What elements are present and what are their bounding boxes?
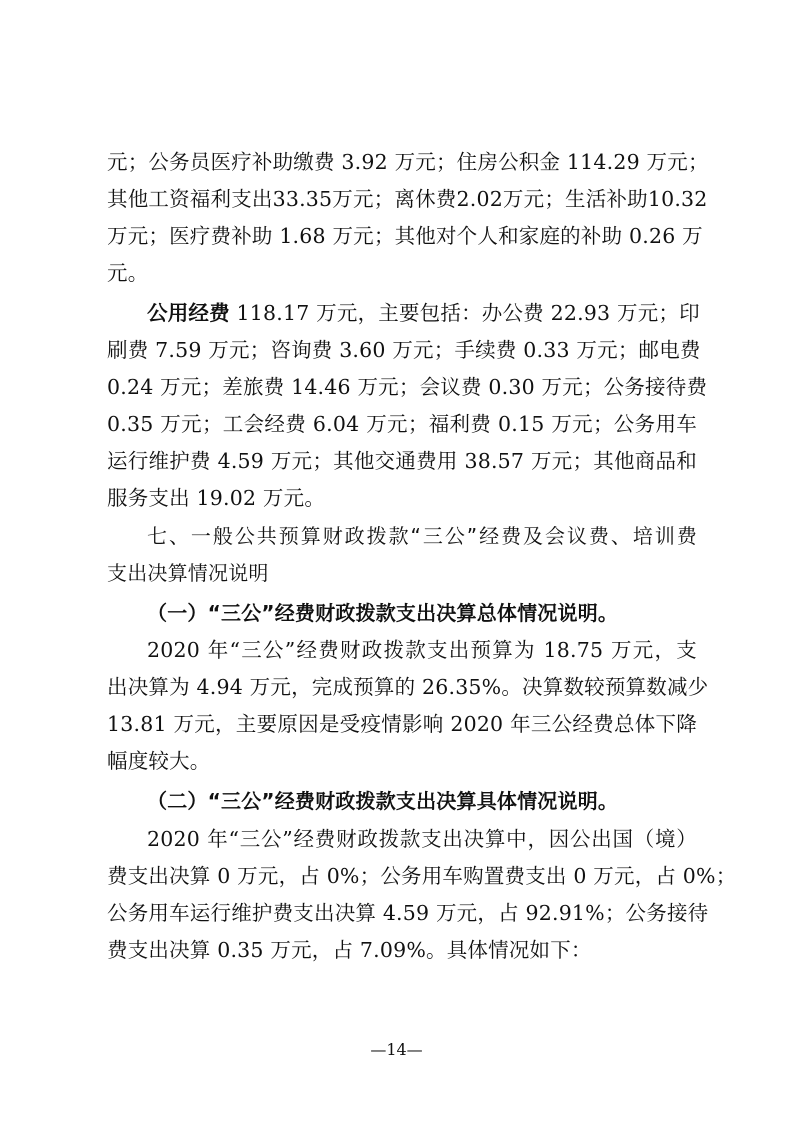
text-line: 0.35 万元；工会经费 6.04 万元；福利费 0.15 万元；公务用车 — [107, 412, 697, 436]
text-line: 出决算为 4.94 万元，完成预算的 26.35%。决算数较预算数减少 — [107, 675, 709, 699]
text-span: 118.17 万元，主要包括：办公费 22.93 万元；印 — [229, 301, 700, 325]
text-line: 2020 年“三公”经费财政拨款支出决算中，因公出国（境） — [147, 827, 697, 851]
text-line: 运行维护费 4.59 万元；其他交通费用 38.57 万元；其他商品和 — [107, 449, 697, 473]
text-line: 其他工资福利支出33.35万元；离休费2.02万元；生活补助10.32 — [107, 187, 708, 211]
text-line: 0.24 万元；差旅费 14.46 万元；会议费 0.30 万元；公务接待费 — [107, 375, 708, 399]
bold-lead: 公用经费 — [147, 301, 230, 325]
text-line: 费支出决算 0.35 万元，占 7.09%。具体情况如下： — [107, 938, 592, 962]
text-line: 13.81 万元，主要原因是受疫情影响 2020 年三公经费总体下降 — [107, 712, 697, 736]
text-line — [147, 295, 700, 332]
text-line: 服务支出 19.02 万元。 — [107, 486, 326, 510]
subsection-title: （二）“三公”经费财政拨款支出决算具体情况说明。 — [147, 789, 619, 813]
page-number: —14— — [370, 1040, 423, 1059]
text-line: 刷费 7.59 万元；咨询费 3.60 万元；手续费 0.33 万元；邮电费 — [107, 338, 701, 362]
text-line: 公务用车运行维护费支出决算 4.59 万元，占 92.91%；公务接待 — [107, 901, 709, 925]
subsection-title: （一）“三公”经费财政拨款支出决算总体情况说明。 — [147, 601, 619, 625]
text-line: 万元；医疗费补助 1.68 万元；其他对个人和家庭的补助 0.26 万 — [107, 224, 703, 248]
text-line: 元；公务员医疗补助缴费 3.92 万元；住房公积金 114.29 万元； — [107, 150, 709, 174]
text-line: 元。 — [107, 261, 149, 285]
section-heading: 七、一般公共预算财政拨款“三公”经费及会议费、培训费 — [147, 524, 697, 548]
text-line: 费支出决算 0 万元，占 0%；公务用车购置费支出 0 万元，占 0%； — [107, 864, 737, 888]
text-line: 幅度较大。 — [107, 749, 211, 773]
section-heading: 支出决算情况说明 — [107, 561, 269, 585]
text-line: 2020 年“三公”经费财政拨款支出预算为 18.75 万元，支 — [147, 638, 697, 662]
